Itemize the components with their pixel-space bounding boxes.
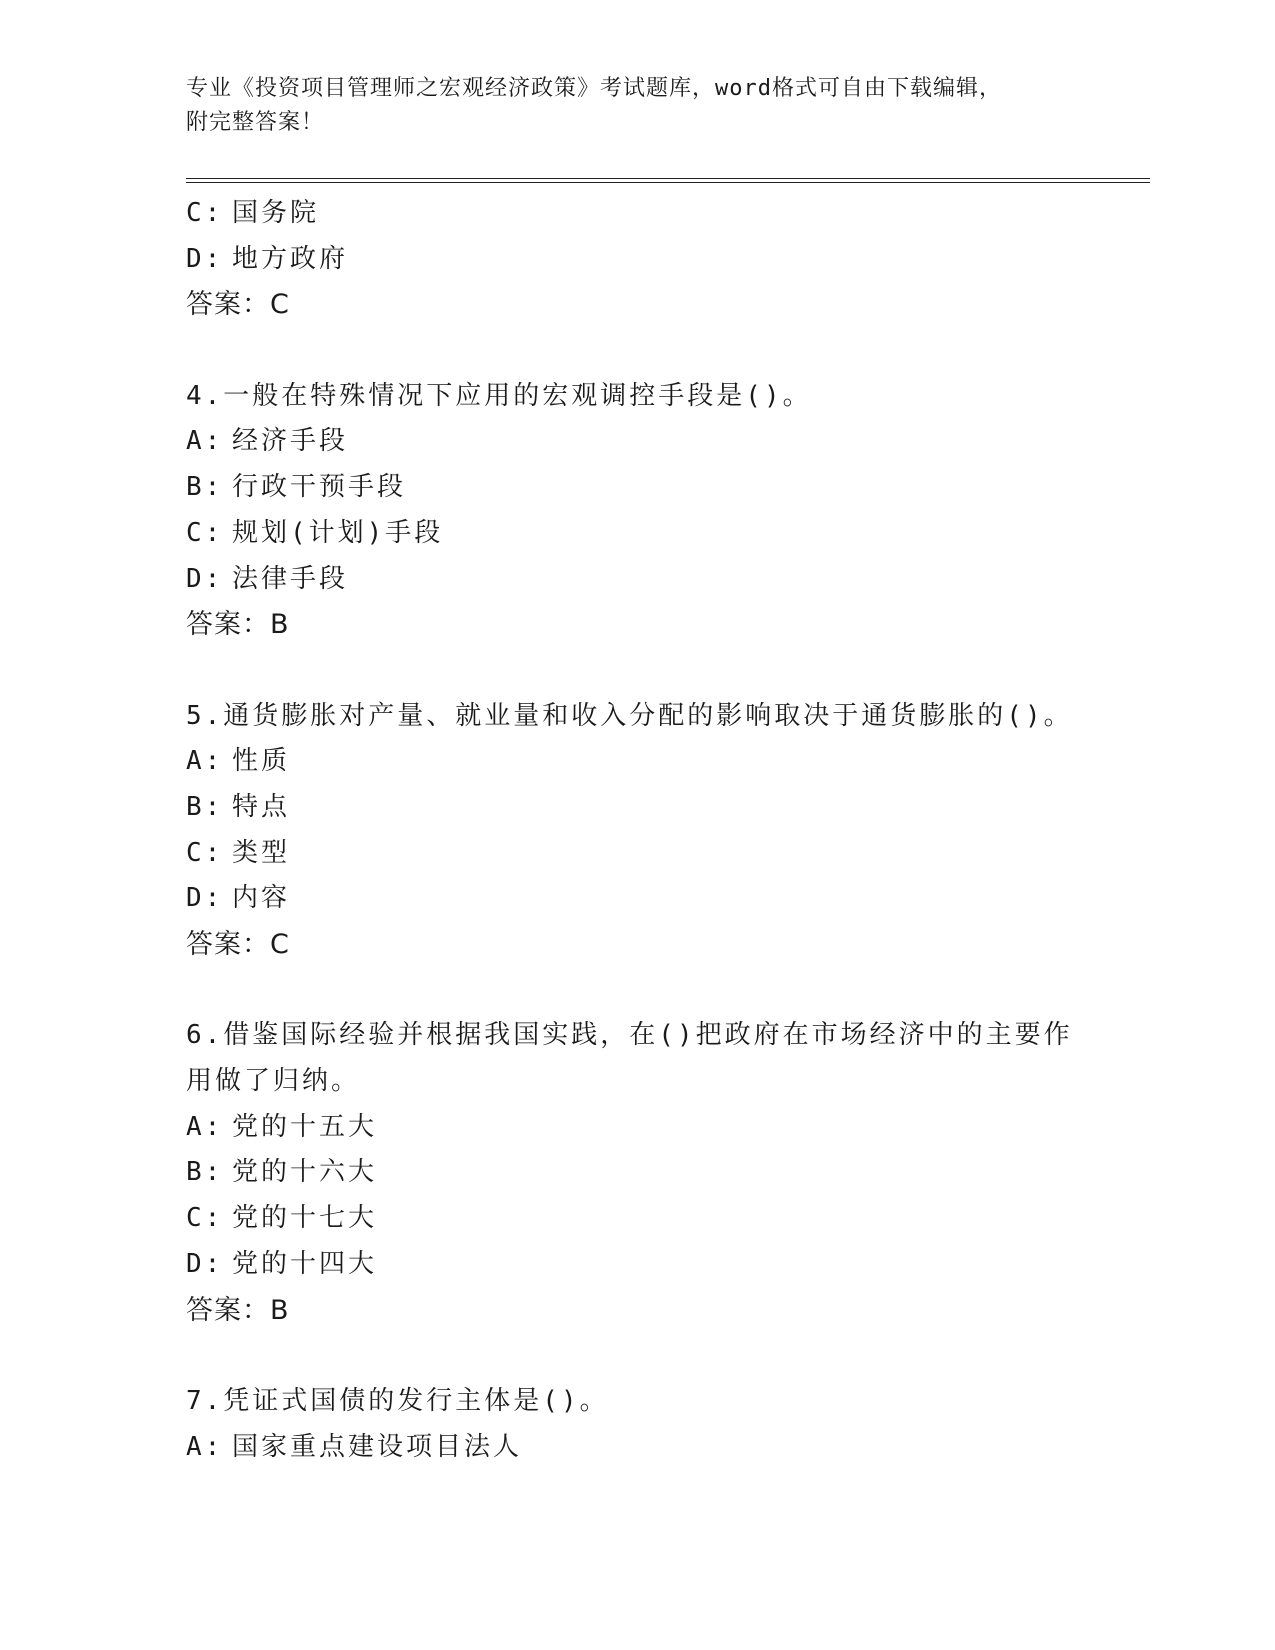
option-key: D: bbox=[186, 243, 224, 274]
answer-option bbox=[186, 511, 1086, 557]
option-key: B: bbox=[186, 791, 224, 822]
option-key: C: bbox=[186, 198, 224, 228]
answer-option bbox=[186, 739, 1086, 785]
answer-line: 答案：C bbox=[186, 929, 290, 960]
option-key: C: bbox=[186, 1203, 224, 1234]
answer-option bbox=[186, 465, 1086, 511]
option-text: 党的十七大 bbox=[232, 1203, 378, 1234]
option-text: 法律手段 bbox=[232, 563, 349, 594]
option-text: 党的十四大 bbox=[232, 1248, 378, 1279]
answer-option bbox=[186, 191, 1086, 237]
answer-line: 答案：C bbox=[186, 289, 290, 321]
answer-option bbox=[186, 1105, 1086, 1151]
question-text: 6.借鉴国际经验并根据我国实践，在()把政府在市场经济中的主要作 bbox=[186, 1020, 1073, 1051]
header-divider bbox=[186, 178, 1150, 183]
answer-option bbox=[186, 1425, 1086, 1471]
option-text: 行政干预手段 bbox=[232, 472, 407, 503]
option-key: A: bbox=[186, 426, 224, 457]
answer-option bbox=[186, 237, 1086, 283]
option-text: 党的十五大 bbox=[232, 1111, 378, 1142]
option-text: 国务院 bbox=[232, 198, 320, 228]
option-key: C: bbox=[186, 837, 224, 868]
answer-option bbox=[186, 876, 1086, 922]
question-text: 5.通货膨胀对产量、就业量和收入分配的影响取决于通货膨胀的()。 bbox=[186, 700, 1073, 731]
spacer bbox=[186, 1333, 1086, 1379]
spacer bbox=[186, 968, 1086, 1014]
option-key: D: bbox=[186, 563, 224, 594]
question-text: 7.凭证式国债的发行主体是()。 bbox=[186, 1385, 609, 1416]
option-text: 特点 bbox=[232, 791, 291, 822]
option-text: 国家重点建设项目法人 bbox=[232, 1431, 523, 1462]
option-key: B: bbox=[186, 472, 224, 503]
answer-option bbox=[186, 785, 1086, 831]
answer-line: 答案：B bbox=[186, 1294, 290, 1326]
answer-option bbox=[186, 557, 1086, 603]
answer-option bbox=[186, 1196, 1086, 1242]
document-header bbox=[186, 72, 1086, 140]
option-key: C: bbox=[186, 517, 224, 548]
option-text: 类型 bbox=[232, 837, 291, 868]
spacer bbox=[186, 648, 1086, 694]
option-key: A: bbox=[186, 1111, 224, 1142]
option-text: 地方政府 bbox=[232, 243, 349, 274]
option-text: 党的十六大 bbox=[232, 1157, 378, 1188]
answer-option bbox=[186, 1150, 1086, 1196]
spacer bbox=[186, 328, 1086, 374]
answer-option bbox=[186, 1242, 1086, 1288]
option-key: B: bbox=[186, 1157, 224, 1188]
header-line-1: 专业《投资项目管理师之宏观经济政策》考试题库，word格式可自由下载编辑， bbox=[186, 76, 1002, 101]
option-text: 性质 bbox=[232, 746, 291, 777]
question-text: 用做了归纳。 bbox=[186, 1066, 361, 1097]
header-line-2: 附完整答案！ bbox=[186, 110, 325, 135]
answer-line: 答案：B bbox=[186, 609, 290, 641]
question-text: 4.一般在特殊情况下应用的宏观调控手段是()。 bbox=[186, 380, 812, 411]
option-text: 规划(计划)手段 bbox=[232, 517, 444, 548]
answer-option bbox=[186, 831, 1086, 877]
option-text: 内容 bbox=[232, 883, 291, 914]
option-key: D: bbox=[186, 1248, 224, 1279]
question-list bbox=[186, 191, 1086, 1470]
answer-option bbox=[186, 419, 1086, 465]
option-key: D: bbox=[186, 883, 224, 914]
option-key: A: bbox=[186, 1431, 224, 1462]
option-key: A: bbox=[186, 746, 224, 777]
option-text: 经济手段 bbox=[232, 426, 349, 457]
